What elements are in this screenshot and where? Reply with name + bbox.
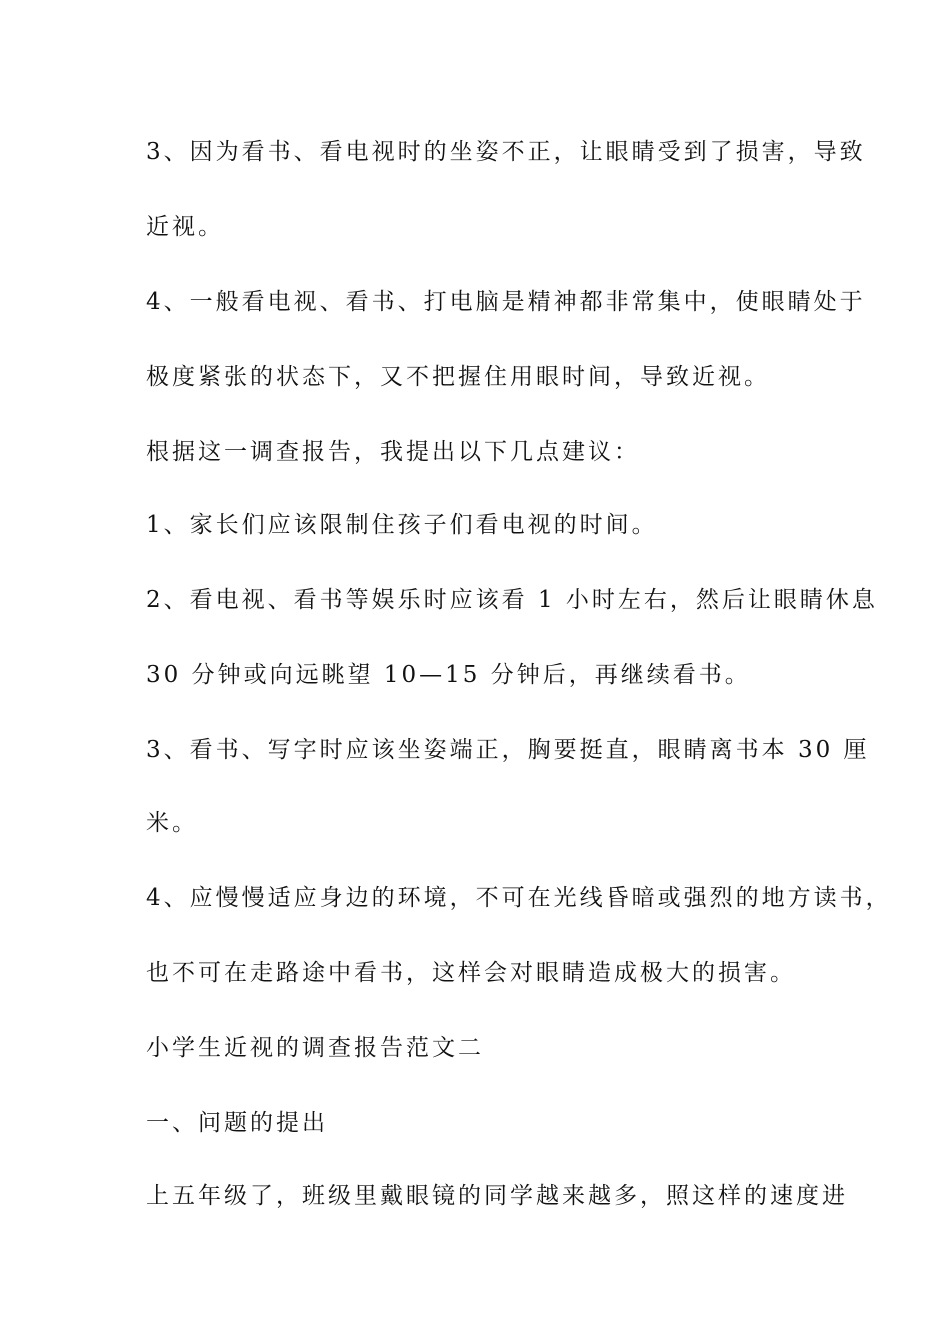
text-line: 米。 (146, 810, 198, 836)
text-line: 4、应慢慢适应身边的环境，不可在光线昏暗或强烈的地方读书， (146, 885, 892, 911)
text-line: 也不可在走路途中看书，这样会对眼睛造成极大的损害。 (146, 960, 796, 986)
text-line: 3、看书、写字时应该坐姿端正，胸要挺直，眼睛离书本 30 厘 (146, 737, 870, 763)
text-line: 30 分钟或向远眺望 10—15 分钟后，再继续看书。 (146, 662, 751, 688)
section-heading: 一、问题的提出 (146, 1110, 328, 1136)
text-line: 上五年级了，班级里戴眼镜的同学越来越多，照这样的速度进 (146, 1183, 848, 1209)
text-line: 极度紧张的状态下，又不把握住用眼时间，导致近视。 (146, 364, 770, 390)
section-title: 小学生近视的调查报告范文二 (146, 1035, 484, 1061)
text-line: 近视。 (146, 214, 224, 240)
text-line: 1、家长们应该限制住孩子们看电视的时间。 (146, 512, 658, 538)
text-line: 根据这一调查报告，我提出以下几点建议： (146, 439, 640, 465)
text-line: 4、一般看电视、看书、打电脑是精神都非常集中，使眼睛处于 (146, 289, 866, 315)
text-line: 2、看电视、看书等娱乐时应该看 1 小时左右，然后让眼睛休息 (146, 587, 878, 613)
text-line: 3、因为看书、看电视时的坐姿不正，让眼睛受到了损害，导致 (146, 139, 866, 165)
